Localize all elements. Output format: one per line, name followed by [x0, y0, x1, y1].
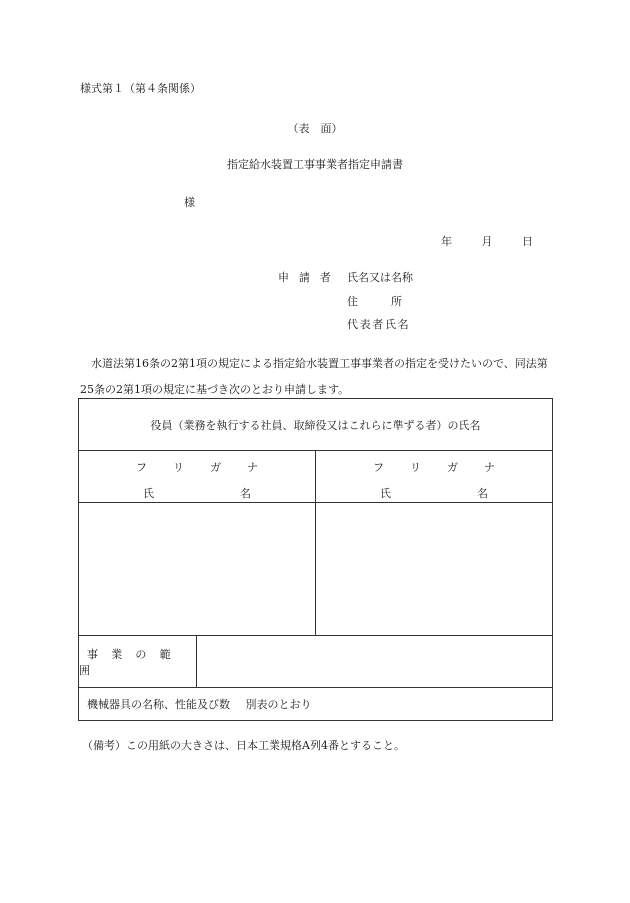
furigana-label-right	[316, 451, 552, 475]
officers-header: 役員（業務を執行する社員、取締役又はこれらに準ずる者）の氏名	[150, 418, 481, 432]
name-char: 氏	[380, 487, 391, 500]
date-year-label: 年	[441, 235, 452, 248]
equipment-label: 機械器具の名称、性能及び数	[87, 698, 230, 711]
name-header-left	[79, 451, 316, 503]
date-line	[441, 233, 533, 249]
officer-names-entry-right[interactable]	[316, 503, 553, 636]
business-scope-entry[interactable]	[197, 636, 553, 688]
furigana-char: ガ	[210, 461, 221, 474]
applicant-role-label: 申請者	[278, 271, 341, 284]
officer-names-entry-left[interactable]	[79, 503, 316, 636]
furigana-label-left	[79, 451, 315, 475]
form-code: 様式第１（第４条関係）	[80, 82, 201, 95]
addressee-suffix: 様	[184, 196, 195, 209]
furigana-char: リ	[410, 461, 421, 474]
furigana-char: フ	[136, 461, 147, 474]
equipment-value: 別表のとおり	[245, 698, 312, 711]
remarks-note: （備考）この用紙の大きさは、日本工業規格A列4番とすること。	[82, 739, 405, 752]
name-char: 名	[240, 487, 251, 500]
furigana-char: フ	[373, 461, 384, 474]
date-day-label: 日	[522, 235, 533, 248]
business-scope-label-cell	[79, 636, 197, 688]
applicant-address-label: 住 所	[347, 295, 402, 308]
furigana-char: ナ	[247, 461, 258, 474]
furigana-char: ナ	[484, 461, 495, 474]
applicant-name-label: 氏名又は名称	[347, 271, 413, 284]
application-statement: 水道法第16条の2第1項の規定による指定給水装置工事事業者の指定を受けたいので、同法第25条の2第1項の規定に基づき次のとおり申請します。	[80, 357, 548, 396]
side-label: （表 面）	[287, 122, 343, 135]
name-char: 名	[477, 487, 489, 500]
name-label-left	[79, 475, 315, 501]
name-char: 氏	[143, 487, 154, 500]
equipment-row	[79, 688, 553, 721]
document-title: 指定給水装置工事事業者指定申請書	[227, 158, 403, 171]
name-label-right	[316, 475, 552, 501]
date-month-label: 月	[481, 235, 493, 248]
furigana-char: ガ	[447, 461, 458, 474]
officers-header-cell	[79, 399, 553, 451]
application-table	[78, 398, 553, 721]
applicant-representative-label: 代表者氏名	[347, 318, 411, 331]
name-header-right	[316, 451, 553, 503]
furigana-char: リ	[173, 461, 184, 474]
business-scope-label: 事業の範囲	[79, 647, 184, 677]
